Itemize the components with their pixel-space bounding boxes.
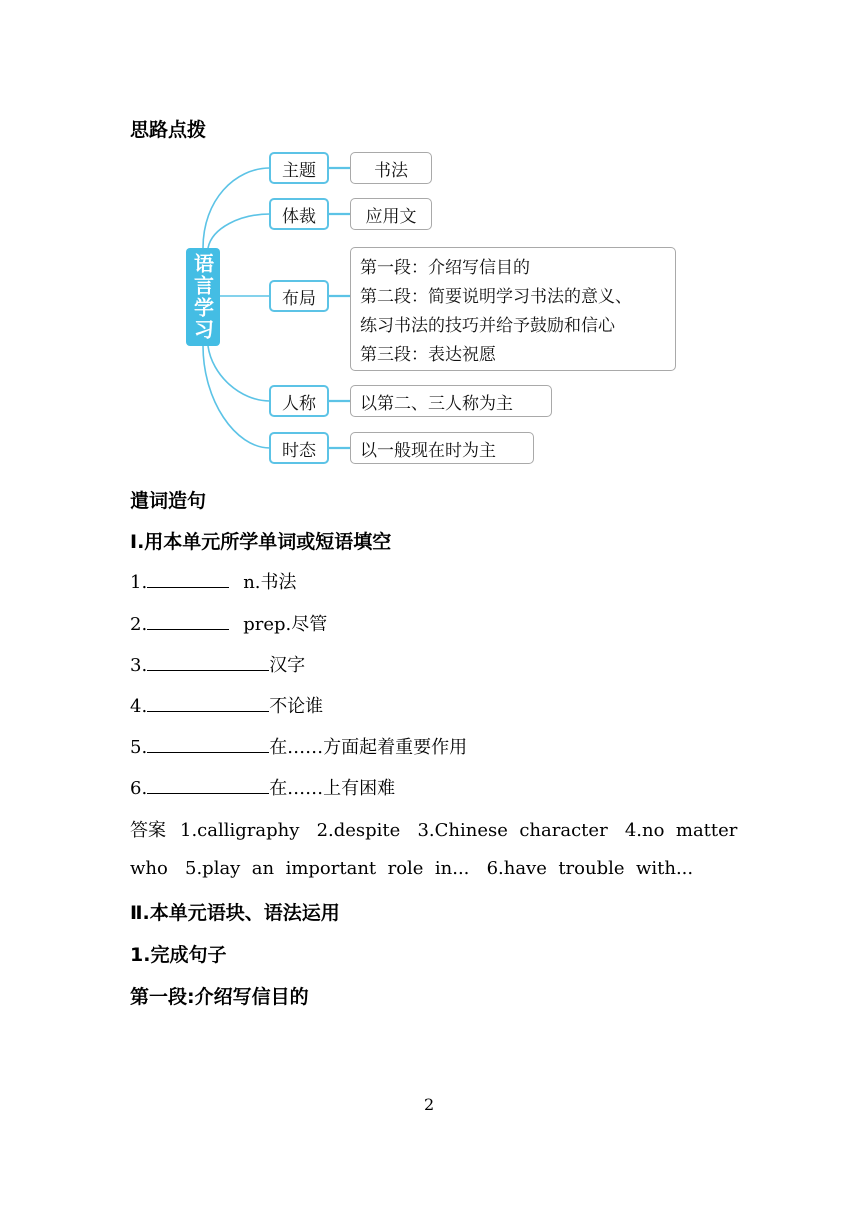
answer-line-1 [130,816,737,842]
fill-item-number: 1. [130,572,148,593]
fill-item [130,774,395,800]
connector-person [208,346,270,401]
fill-blank[interactable] [147,569,229,588]
fill-item-number: 5. [130,737,148,758]
connector-genre [208,214,270,248]
fill-item [130,651,305,677]
fill-item [130,733,467,759]
fill-item-number: 3. [130,655,148,676]
fill-item-number: 2. [130,614,148,635]
paragraph-one-heading: 第一段:介绍写信目的 [130,986,309,1008]
answer-label: 答案 [130,820,166,841]
layout-line-1: 第一段：介绍写信目的 [360,258,530,278]
fill-item-number: 4. [130,696,148,717]
fill-blank[interactable] [147,611,229,630]
branch-label-layout: 布局 [269,280,329,312]
fill-item-text: n.书法 [243,572,297,593]
fill-blank[interactable] [147,775,269,794]
branch-label-genre: 体裁 [269,198,329,230]
layout-line-2: 第二段：简要说明学习书法的意义、 [360,287,632,307]
branch-label-tense: 时态 [269,432,329,464]
fill-item-text: prep.尽管 [243,614,328,635]
fill-item-number: 6. [130,778,148,799]
answer-text-1: 1.calligraphy 2.despite 3.Chinese character 4.no matter [180,820,738,841]
section-title-thinking: 思路点拨 [130,119,207,141]
fill-blank[interactable] [147,693,269,712]
branch-label-topic: 主题 [269,152,329,184]
branch-value-topic: 书法 [350,152,432,184]
fill-item-text: 汉字 [269,655,306,676]
fill-item [130,692,323,718]
branch-value-person: 以第二、三人称为主 [350,385,552,417]
fill-blank[interactable] [147,734,269,753]
answer-line-2: who 5.play an important role in... 6.have trouble with... [130,858,694,879]
layout-line-4: 第三段：表达祝愿 [360,345,496,365]
part2-title: Ⅱ.本单元语块、语法运用 [130,902,340,924]
branch-value-genre: 应用文 [350,198,432,230]
fill-item [130,568,297,594]
section-title-wording: 遣词造句 [130,490,207,512]
fill-item-text: 在……上有困难 [269,778,396,799]
fill-item-text: 不论谁 [269,696,324,717]
branch-label-person: 人称 [269,385,329,417]
fill-item [130,610,327,636]
branch-value-tense: 以一般现在时为主 [350,432,534,464]
fill-blank[interactable] [147,652,269,671]
mind-map-root: 语言学习 [186,248,220,346]
fill-item-text: 在……方面起着重要作用 [269,737,468,758]
layout-line-3: 练习书法的技巧并给予鼓励和信心 [360,316,615,336]
part1-title: Ⅰ.用本单元所学单词或短语填空 [130,531,392,553]
subsection-complete-sentences: 1.完成句子 [130,944,227,966]
branch-value-layout [350,247,676,371]
page-number: 2 [424,1095,435,1114]
